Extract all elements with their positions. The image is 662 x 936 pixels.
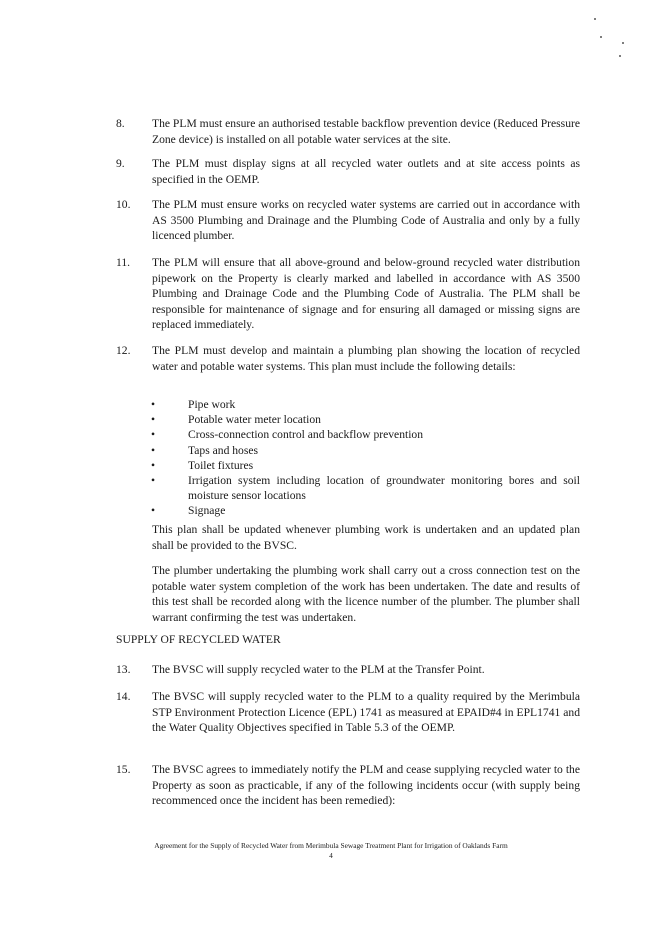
clause-number: 12.: [116, 344, 131, 357]
list-item-text: Pipe work: [188, 398, 236, 411]
list-item: [148, 473, 580, 503]
list-item: [148, 427, 580, 442]
scan-speck: [622, 42, 624, 44]
clause-number: 8.: [116, 117, 125, 130]
list-item-text: Taps and hoses: [188, 443, 259, 457]
bullet-icon: •: [150, 504, 156, 518]
clause-text: The PLM must ensure works on recycled water systems are carried out in accordance with AS 3500 Plumbing and Drainage and the Plumbing Code of Australia and only by a fully licenced plumber.: [152, 198, 580, 243]
plan-update-paragraph: This plan shall be updated whenever plumbing work is undertaken and an updated plan shall be provided to the BVSC.: [152, 523, 580, 552]
clause-14: [116, 689, 580, 736]
footer-title: Agreement for the Supply of Recycled Water from Merimbula Sewage Treatment Plant for Irrigation of Oaklands Farm: [154, 841, 508, 850]
clause-9: [116, 156, 580, 187]
list-item-text: Potable water meter location: [188, 413, 321, 427]
scan-speck: [594, 18, 596, 20]
clause-8: [116, 116, 580, 147]
clause-text: The PLM will ensure that all above-ground and below-ground recycled water distribution pipework on the Property is clearly marked and labelled in accordance with AS 3500 Plumbing and Drainage Code and the Plumbing Code of Australia. The PLM shall be responsible for maintenance of signage and for ensuring all damaged or missing signs are replaced immediately.: [152, 256, 580, 332]
page-number: 4: [329, 851, 333, 860]
clause-text: The PLM must ensure an authorised testable backflow prevention device (Reduced Pressure Zone device) is installed on all potable water services at the site.: [152, 117, 580, 146]
bullet-icon: •: [150, 458, 156, 472]
bullet-icon: •: [150, 443, 156, 457]
plumbing-plan-details-list: [148, 397, 580, 519]
scan-speck: [619, 55, 621, 57]
scan-speck: [600, 36, 602, 38]
bullet-icon: •: [150, 398, 156, 411]
page-footer: [0, 841, 662, 861]
list-item: [148, 397, 580, 412]
clause-number: 9.: [116, 157, 125, 170]
clause-text: The BVSC agrees to immediately notify the PLM and cease supplying recycled water to the Property as soon as practicable, if any of the following incidents occur (with supply being recommenced once the incident has been remedied):: [152, 763, 580, 808]
clause-text: The BVSC will supply recycled water to the PLM to a quality required by the Merimbula STP Environment Protection Licence (EPL) 1741 as measured at EPAID#4 in EPL1741 and the Water Quality Objectives specified in Table 5.3 of the OEMP.: [152, 690, 580, 735]
clause-10: [116, 197, 580, 244]
list-item-text: Cross-connection control and backflow prevention: [188, 428, 424, 442]
list-item-text: Toilet fixtures: [188, 458, 254, 472]
clause-text: The PLM must develop and maintain a plumbing plan showing the location of recycled water and potable water systems. This plan must include the following details:: [152, 344, 580, 373]
clause-number: 10.: [116, 198, 131, 211]
list-item: [148, 503, 580, 518]
list-item: [148, 443, 580, 458]
clause-number: 15.: [116, 763, 131, 776]
list-item-text: Irrigation system including location of groundwater monitoring bores and soil moisture sensor locations: [188, 474, 580, 503]
cross-connection-test-paragraph: The plumber undertaking the plumbing work shall carry out a cross connection test on the potable water system completion of the work has been undertaken. The date and results of this test shall be recorded along with the licence number of the plumber. The plumber shall warrant confirming the test was undertaken.: [152, 564, 580, 624]
clause-text: The BVSC will supply recycled water to the PLM at the Transfer Point.: [152, 663, 485, 676]
bullet-icon: •: [150, 474, 156, 488]
clause-number: 14.: [116, 690, 131, 703]
bullet-icon: •: [150, 428, 156, 442]
clause-12: [116, 343, 580, 374]
clause-13: [116, 662, 580, 678]
list-item: [148, 412, 580, 427]
section-heading: SUPPLY OF RECYCLED WATER: [116, 633, 281, 646]
clause-text: The PLM must display signs at all recycled water outlets and at site access points as specified in the OEMP.: [152, 157, 580, 186]
clause-number: 13.: [116, 663, 131, 676]
clause-15: [116, 762, 580, 809]
bullet-icon: •: [150, 413, 156, 427]
clause-number: 11.: [116, 256, 131, 269]
list-item: [148, 458, 580, 473]
clause-11: [116, 255, 580, 333]
list-item-text: Signage: [188, 504, 226, 518]
